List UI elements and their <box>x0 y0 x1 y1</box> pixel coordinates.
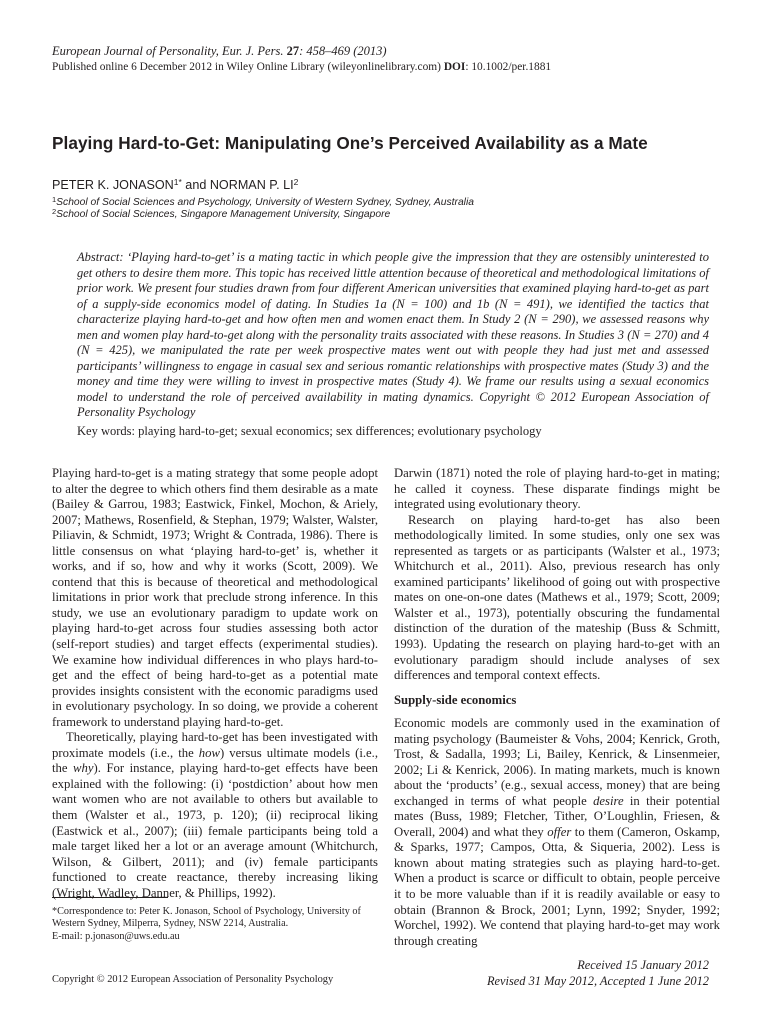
article-title: Playing Hard-to-Get: Manipulating One’s Perceived Availability as a Mate <box>52 133 648 153</box>
affiliation-1: $^1$School of Social Sciences and Psychology, University of Western Sydney, Sydney, Australia <box>52 195 474 208</box>
body-column-right-section <box>394 716 720 949</box>
publication-info: Published online 6 December 2012 in Wiley Online Library (wileyonlinelibrary.com) DOI: 10.1002/per.1881 <box>52 61 552 73</box>
keywords: Key words: playing hard-to-get; sexual economics; sex differences; evolutionary psychology <box>77 424 542 438</box>
author-line: PETER K. $JONASON^{1*}$ and NORMAN P. $LI^2$ <box>52 177 299 192</box>
paragraph: Research on playing hard-to-get has also been methodologically limited. In some studies, only one sex was represented as targets or as participants (Walster et al., 1973; Whitchurch et al., 2011). Also, previous research has only examined participants’ likelihood of going out with prospective mates on one-on-one dates (Mathews et al., 1979; Scott, 2009; Walster et al., 1973), potentially obscuring the fundamental distinction of the duration of the mateship (Buss & Schmitt, 1993). Updating the research on playing hard-to-get with an evolutionary paradigm should include analyses of sex differences and temporal context effects. <box>394 512 720 683</box>
correspondence-footnote: *Correspondence to: Peter K. Jonason, School of Psychology, University of Western Sydney, Milperra, Sydney, NSW 2214, Australia. E-mail: p.jonason@uws.edu.au <box>52 906 378 943</box>
author-1: PETER K. JONASON <box>52 178 174 192</box>
body-column-right <box>394 466 720 684</box>
email-address[interactable]: E-mail: p.jonason@uws.edu.au <box>52 930 180 942</box>
affiliation-2: $^2$School of Social Sciences, Singapore Management University, Singapore <box>52 207 391 220</box>
received-dates: Received 15 January 2012 Revised 31 May 2012, Accepted 1 June 2012 <box>486 958 709 988</box>
section-heading: Supply-side economics <box>394 693 517 707</box>
paragraph: Playing hard-to-get is a mating strategy that some people adopt to alter the degree to which others find them desirable as a mate (Bailey & Garrou, 1983; Eastwick, Finkel, Mochon, & Ariely, 2007; Mathews, Rosenfield, & Stephan, 1979; Walster, Walster, Piliavin, & Schmidt, 1973; Wright & Contrada, 1986). There is little consensus on what ‘playing hard-to-get’ is, whether it works, and if so, how and why it works (Scott, 2009). We contend that this is because of theoretical and methodological limitations in prior work that preclude strong inference. In this study, we use an evolutionary paradigm to update work on playing hard-to-get across four studies assessing both actor (self-report studies) and target effects (experimental studies). We examine how individual differences in who plays hard-to-get and the effect of being hard-to-get as a potential mate provides insights consistent with the economic paradigms used in evolutionary psychology. In so doing, we provide a coherent framework to understand playing hard-to-get. <box>52 466 378 729</box>
copyright-notice: Copyright © 2012 European Association of Personality Psychology <box>52 974 334 985</box>
abstract: Abstract: ‘Playing hard-to-get’ is a mating tactic in which people give the impression that they are ostensibly uninterested to get others to desire them more. This topic has received little attention because of theoretical and methodological limitations of prior work. We present four studies drawn from four different American universities that examined playing hard-to-get as part of a supply-side economics model of dating. In Studies 1a (N = 100) and 1b (N = 491), we identified the tactics that characterize playing hard-to-get and how often men and women enact them. In Study 2 (N = 290), we assessed reasons why men and women play hard-to-get along with the personality traits associated with these reasons. In Studies 3 (N = 270) and 4 (N = 425), we manipulated the rate per week prospective mates went out with people they had just met and assessed participants’ willingness to engage in casual sex and serious romantic relationships with prospective mates (Study 3) and the money and time they were willing to invest in prospective mates (Study 4). We frame our results using a sexual economics model to understand the role of perceived availability in mating dynamics. Copyright © 2012 European Association of Personality Psychology <box>77 250 709 419</box>
paragraph: Darwin (1871) noted the role of playing hard-to-get in mating; he called it coyness. These disparate findings might be integrated using evolutionary theory. <box>394 466 720 512</box>
paragraph: Theoretically, playing hard-to-get has been investigated with proximate models (i.e., the how) versus ultimate models (i.e., the why). For instance, playing hard-to-get effects have been explained with the following: (i) ‘postdiction’ about how men want women who are not available to others but available to them (Walster et al., 1973, p. 120); (ii) reciprocal liking (Eastwick et al., 2007); (iii) female participants being told a male target liked her a lot or an average amount (Whitchurch, Wilson, & Gilbert, 2011); and (iv) female participants functioned to create reactance, thereby increasing liking (Wright, Wadley, Danner, & Phillips, 1992). <box>52 730 378 900</box>
paragraph: Economic models are commonly used in the examination of mating psychology (Baumeister & Vohs, 2004; Kenrick, Groth, Trost, & Sadalla, 1993; Li, Bailey, Kenrick, & Linsenmeier, 2002; Li & Kenrick, 2006). In mating markets, much is known about the ‘products’ (e.g., sexual access, money) that are being exchanged in terms of what people desire in their potential mates (Buss, 1989; Fletcher, Tither, O’Loughlin, Friesen, & Overall, 2004) and what they offer to them (Cameron, Oskamp, & Sparks, 1977; Campos, Otta, & Siqueria, 2002). Less is known about mating strategies such as playing hard-to-get. When a product is scarce or difficult to obtain, people perceive it to be more valuable than if it is readily available or easy to obtain (Brannon & Brock, 2001; Lynn, 1992; Snyder, 1992; Worchel, 1992). We contend that playing hard-to-get may work through creating <box>394 716 720 948</box>
body-column-left <box>52 466 378 901</box>
footnote-divider <box>52 897 168 898</box>
journal-citation: European Journal of Personality, Eur. J. Pers. 27: 458–469 (2013) <box>52 44 387 58</box>
author-2: NORMAN P. LI <box>209 178 294 192</box>
